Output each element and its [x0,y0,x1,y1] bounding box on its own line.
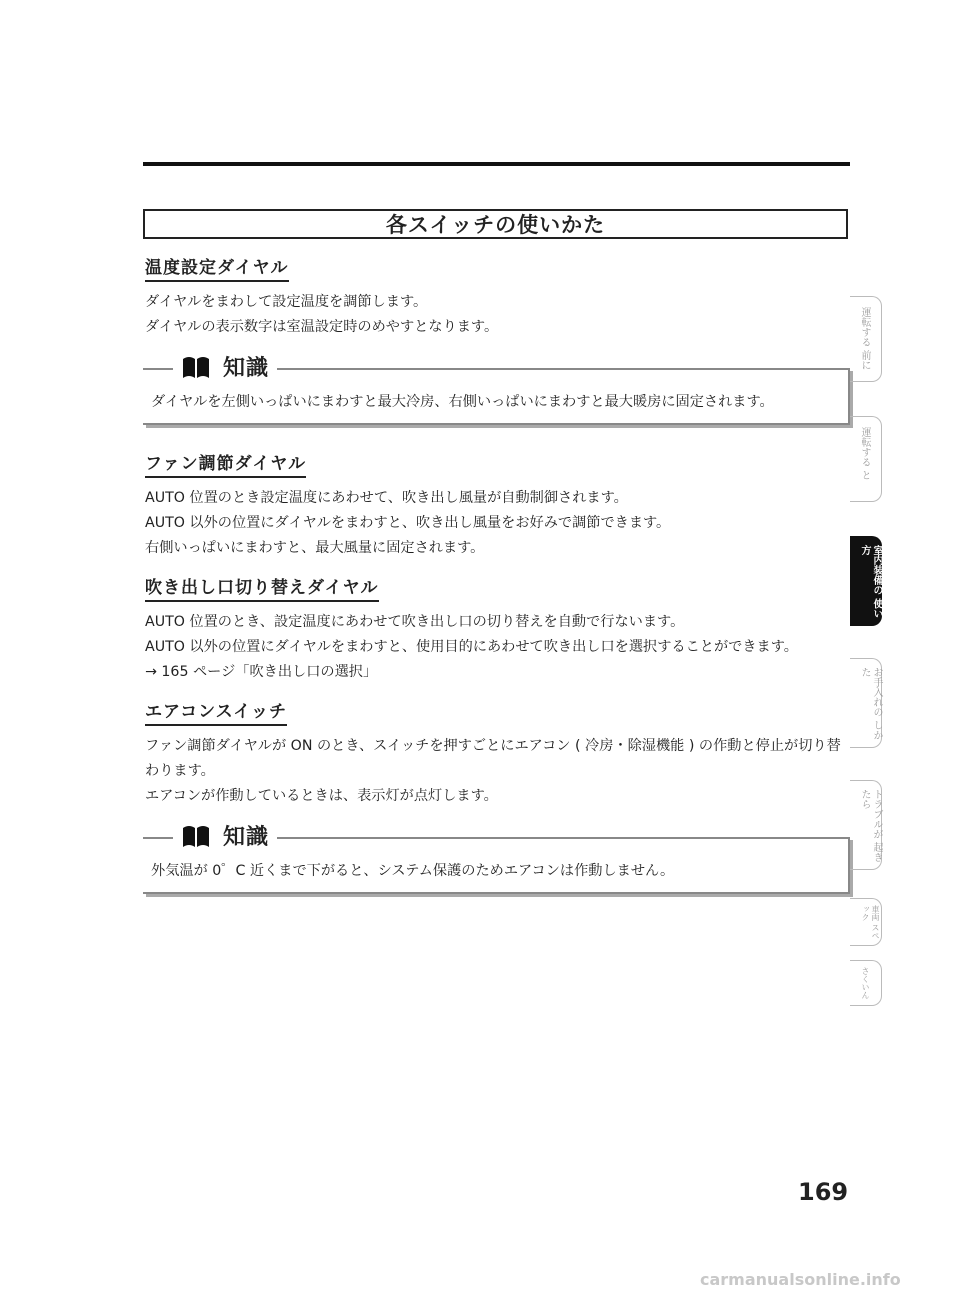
tab-maintenance[interactable] [850,658,882,748]
knowledge-title: 知識 [223,356,270,381]
paragraph: AUTO 位置のとき設定温度にあわせて、吹き出し風量が自動制御されます。 [145,490,628,506]
page-title: 各スイッチの使いかた [385,213,606,237]
tab-before-driving[interactable] [850,296,882,382]
top-rule [143,162,850,166]
tab-label: 室内装備の 使い方 [859,545,882,619]
section-fan-dial [145,449,850,561]
paragraph: エアコンが作動しているときは、表示灯が点灯します。 [145,788,498,804]
section-heading: エアコンスイッチ [145,697,287,726]
section-heading: 温度設定ダイヤル [145,253,289,282]
knowledge-text: ダイヤルを左側いっぱいにまわすと最大冷房、右側いっぱいにまわすと最大暖房に固定されます。 [151,394,774,410]
book-icon [181,823,211,849]
knowledge-label [173,820,277,851]
paragraph: 右側いっぱいにまわすと、最大風量に固定されます。 [145,540,485,556]
page-reference: → 165 ページ「吹き出し口の選択」 [145,664,378,680]
tab-index[interactable] [850,960,882,1006]
paragraph: ファン調節ダイヤルが ON のとき、スイッチを押すごとにエアコン ( 冷房・除湿機能 ) の作動と停止が切り替わります。 [145,738,841,779]
paragraph: ダイヤルの表示数字は室温設定時のめやすとなります。 [145,319,499,335]
section-heading: 吹き出し口切り替えダイヤル [145,573,379,602]
paragraph: AUTO 位置のとき、設定温度にあわせて吹き出し口の切り替えを自動で行ないます。 [145,614,685,630]
tab-driving[interactable] [850,416,882,502]
main-content [145,253,850,918]
knowledge-text: 外気温が 0゜C 近くまで下がると、システム保護のためエアコンは作動しません。 [151,863,675,879]
tab-label: 車両 スペック [861,905,880,940]
paragraph: AUTO 以外の位置にダイヤルをまわすと、吹き出し風量をお好みで調節できます。 [145,515,671,531]
knowledge-box [143,825,850,894]
tab-interior-equipment[interactable] [850,536,882,626]
footer-watermark: carmanualsonline.info [700,1270,901,1289]
page-number: 169 [798,1178,849,1206]
tab-vehicle-specs[interactable] [850,898,882,946]
book-icon [181,354,211,380]
title-box [143,209,848,239]
tab-troubleshooting[interactable] [850,780,882,870]
section-heading: ファン調節ダイヤル [145,449,306,478]
tab-label: 運転する と [859,427,870,481]
knowledge-box [143,356,850,425]
section-aircon-switch [145,697,850,809]
tab-label: トラブルが 起きたら [859,789,882,863]
section-temperature-dial [145,253,850,340]
knowledge-title: 知識 [223,825,270,850]
section-outlet-dial [145,573,850,685]
tab-label: お手入れの しかた [859,667,882,741]
tab-label: さくいん [861,967,870,999]
tab-label: 運転する 前に [859,307,870,371]
paragraph: AUTO 以外の位置にダイヤルをまわすと、使用目的にあわせて吹き出し口を選択することができます。 [145,639,798,655]
paragraph: ダイヤルをまわして設定温度を調節します。 [145,294,428,310]
knowledge-label [173,351,277,382]
